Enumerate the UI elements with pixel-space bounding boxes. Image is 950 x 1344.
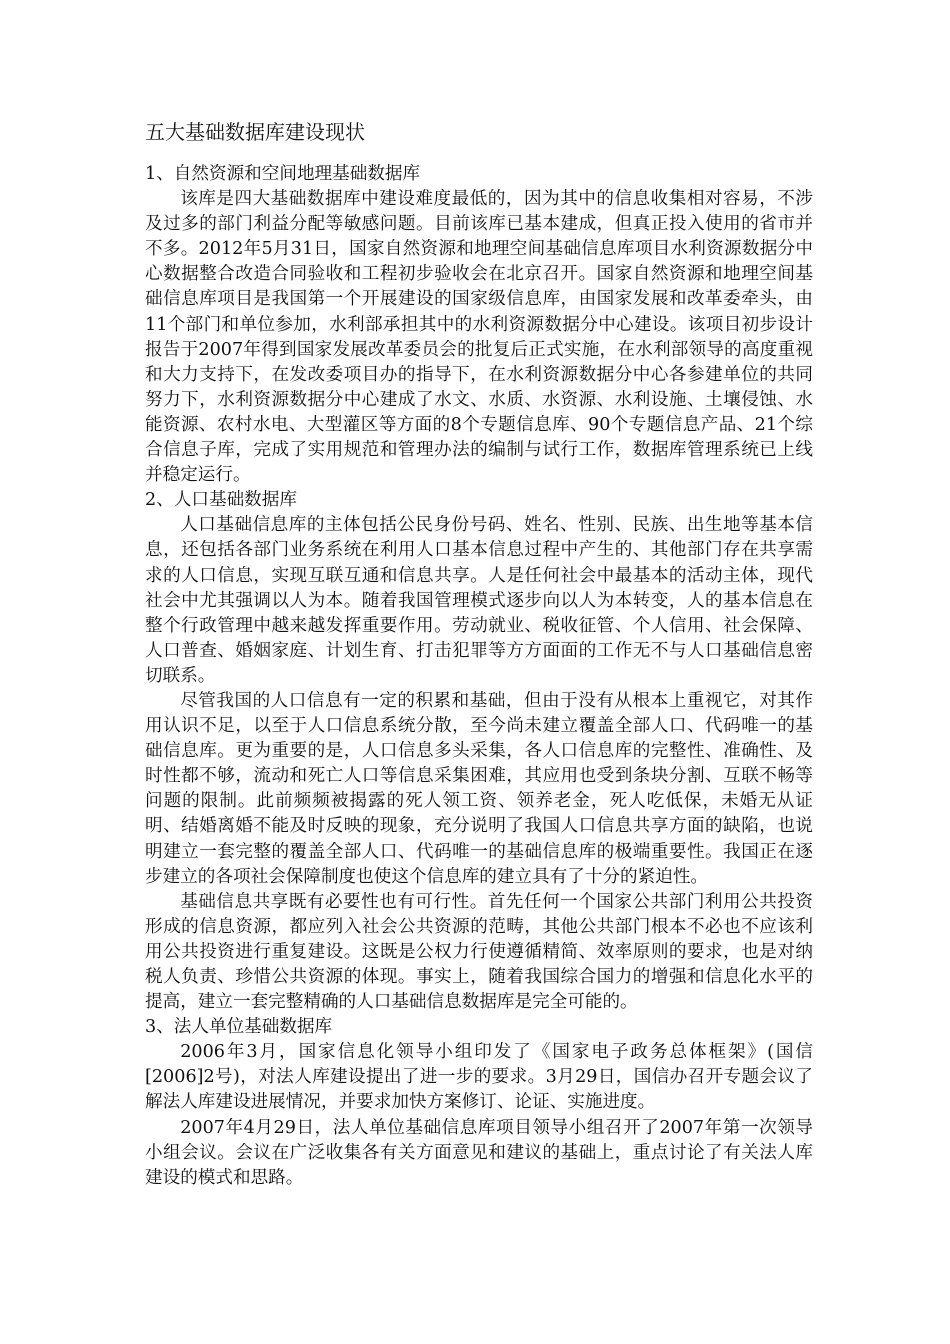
paragraph: 基础信息共享既有必要性也有可行性。首先任何一个国家公共部门利用公共投资形成的信息资源，都应列入社会公共资源的范畴，其他公共部门根本不必也不应该利用公共投资进行重复建设。这既是公权力行使遵循精简、效率原则的要求，也是对纳税人负责、珍惜公共资源的体现。事实上，随着我国综合国力的增强和信息化水平的提高，建立一套完整精确的人口基础信息数据库是完全可能的。: [145, 891, 813, 1013]
paragraph: 人口基础信息库的主体包括公民身份号码、姓名、性别、民族、出生地等基本信息，还包括各部门业务系统在利用人口基本信息过程中产生的、其他部门存在共享需求的人口信息，实现互联互通和信息共享。人是任何社会中最基本的活动主体，现代社会中尤其强调以人为本。随着我国管理模式逐步向以人为本转变，人的基本信息在整个行政管理中越来越发挥重要作用。劳动就业、税收征管、个人信用、社会保障、人口普查、婚姻家庭、计划生育、打击犯罪等方方面面的工作无不与人口基础信息密切联系。: [145, 515, 813, 686]
document-title: 五大基础数据库建设现状: [145, 120, 365, 144]
section-population: [145, 488, 813, 1015]
paragraph: 2007年4月29日，法人单位基础信息库项目领导小组召开了2007年第一次领导小组会议。会议在广泛收集各有关方面意见和建议的基础上，重点讨论了有关法人库建设的模式和思路。: [145, 1117, 813, 1188]
paragraph: 尽管我国的人口信息有一定的积累和基础，但由于没有从根本上重视它，对其作用认识不足，以至于人口信息系统分散，至今尚未建立覆盖全部人口、代码唯一的基础信息库。更为重要的是，人口信息多头采集，各人口信息库的完整性、准确性、及时性都不够，流动和死亡人口等信息采集困难，其应用也受到条块分割、互联不畅等问题的限制。此前频频被揭露的死人领工资、领养老金，死人吃低保，未婚无从证明、结婚离婚不能及时反映的现象，充分说明了我国人口信息共享方面的缺陷，也说明建立一套完整的覆盖全部人口、代码唯一的基础信息库的极端重要性。我国正在逐步建立的各项社会保障制度也使这个信息库的建立具有了十分的紧迫性。: [145, 690, 813, 887]
section-heading: 2、人口基础数据库: [145, 490, 297, 511]
paragraph: 2006年3月，国家信息化领导小组印发了《国家电子政务总体框架》(国信[2006]2号)，对法人库建设提出了进一步的要求。3月29日，国信办召开专题会议了解法人库建设进展情况，并要求加快方案修订、论证、实施进度。: [145, 1042, 813, 1113]
section-heading: 3、法人单位基础数据库: [145, 1017, 333, 1038]
section-heading: 1、自然资源和空间地理基础数据库: [145, 164, 421, 184]
document-page: [145, 118, 813, 1191]
paragraph: 该库是四大基础数据库中建设难度最低的，因为其中的信息收集相对容易，不涉及过多的部门利益分配等敏感问题。目前该库已基本建成，但真正投入使用的省市并不多。2012年5月31日，国家自然资源和地理空间基础信息库项目水利资源数据分中心数据整合改造合同验收和工程初步验收会在北京召开。国家自然资源和地理空间基础信息库项目是我国第一个开展建设的国家级信息库，由国家发展和改革委牵头，由11个部门和单位参加，水利部承担其中的水利资源数据分中心建设。该项目初步设计报告于2007年得到国家发展改革委员会的批复后正式实施，在水利部领导的高度重视和大力支持下，在发改委项目办的指导下，在水利资源数据分中心各参建单位的共同努力下，水利资源数据分中心建成了水文、水质、水资源、水利设施、土壤侵蚀、水能资源、农村水电、大型灌区等方面的8个专题信息库、90个专题信息产品、21个综合信息子库，完成了实用规范和管理办法的编制与试行工作，数据库管理系统已上线并稳定运行。: [145, 189, 813, 486]
section-natural-resources: [145, 162, 813, 488]
section-legal-entity: [145, 1015, 813, 1191]
